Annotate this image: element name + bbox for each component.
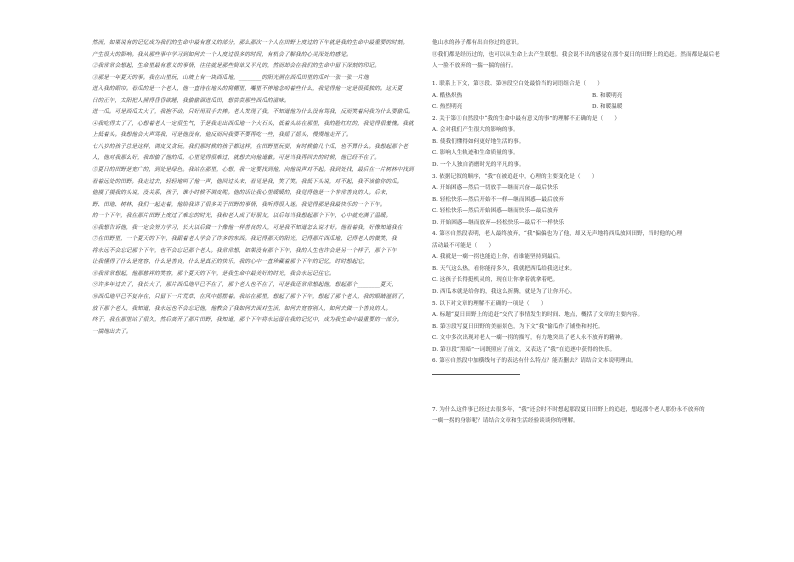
answer-line (432, 374, 520, 375)
text-line: ③那是一年夏天的事。我在山里玩，山坡上有一块西瓜地，________的阳光照在西瓜田里的瓜叶一张一张一片地 (92, 74, 369, 81)
question-7: 7. 为什么这件事已经过去很多年，“我”还会时不时想起那段夏日田野上的追赶，想起那个老人那份永不放弃的 (432, 406, 705, 413)
text-line: 上低着头。我想他会大声骂我，可是他没有，他反而问我要不要再吃一些，我摇了摇头，慢慢地走开了。 (92, 132, 352, 139)
text-line: 看着远处的田野。我走过去，轻轻地叫了他一声，他回过头来，看见是我，笑了笑。我低下头说，对不起，我不该偷你的瓜。 (92, 178, 403, 185)
text-line: ⑧我常常想起，他那慈祥的笑容，那个夏天的下午，是我生命中最美好的时光，我会永远记住它。 (92, 270, 335, 277)
text-line: ⑤夏日的田野是宽广的，到处是绿色。我站在那里，心想，我一定要找到他，向他说声对不起。我到处找，最后在一片树林中找到 (92, 167, 414, 174)
option-c: C. 热烈明亮 (432, 104, 463, 111)
left-column (92, 38, 415, 338)
text-line: 的一个下午，我在那片田野上度过了难忘的时光，我和老人成了好朋友，以后每当我想起那个下午，心中就充满了温暖。 (92, 213, 392, 220)
option-line: A. 标题“夏日田野上的追赶”交代了事情发生的时间、地点，概括了文章的主要内容。 (432, 312, 644, 319)
question-4: 4. 第⑧自然段表明，老人最终放弃，“我”偏偏也为了他，却又无声地将西瓜放回田野，当时他的心理 (432, 231, 683, 238)
option-line: C. 轻松快乐—然后开始困惑—继而快乐—最后放弃 (432, 208, 559, 215)
text-line: 他摸了摸我的头说，没关系，孩子，谁小时候不调皮呢。他的话让我心里暖暖的，我觉得他是一个非常善良的人。后来， (92, 190, 392, 197)
text-line: 人，他对我那么好，我却偷了他的瓜，心里觉得很难过，就想去向他道歉。可是当我再回去的时候，他已经不在了。 (92, 155, 380, 162)
text-line: 人一脸不放弃的一揣一揣的前行。 (432, 63, 517, 70)
option-line: B. 使我们懂得如何更好地生活的事。 (432, 138, 525, 145)
text-line: ②我常常会想起，生命里最有意义的事情，往往就是那些简单又平凡的，然而却会在我们的生命中留下深刻的印记。 (92, 63, 380, 70)
text-line: 日的正午，太阳把人照得昏昏欲睡，我偷偷溜进瓜田，想尝尝那些西瓜的滋味。 (92, 97, 290, 104)
option-b: B. 和暖明亮 (592, 92, 623, 99)
text-line: 让我懂得了什么是宽容，什么是善良，什么是真正的快乐，我的心中一直珍藏着那个下午的记忆，时时想起它， (92, 259, 369, 266)
text-line: 放下那个老人，我知道，我永远也不会忘记他，他教会了我如何去面对生活，如何去宽容别人，如何去做一个善良的人。 (92, 305, 392, 312)
question-6: 6. 第⑥自然段中加横线句子的表达有什么特点？能否删去？请结合文本说明理由。 (432, 358, 637, 365)
option-d: D. 和暖温暖 (592, 104, 623, 111)
option-line: D. 第⑪段“黑暗”一词既照应了前文，又表达了“我”在追逐中获得的快乐。 (432, 346, 616, 353)
option-line: C. 这孩子长得挺机灵的，现在让你拿着就拿着吧。 (432, 277, 559, 284)
option-line: A. 开始困惑—然后一切放手—继而兴奋—最后快乐 (432, 185, 559, 192)
option-line: C. 影响人生轨迹和生命质量的事。 (432, 150, 519, 157)
text-line: ④我吃得太了了，心想着老人一定很生气，于是我走出西瓜地一个大石头，低着头站在那里，我的脸红红的，我觉得很羞愧。我就 (92, 120, 414, 127)
text-line: 产生很大的影响。我从那些事中学习到如何去一个人度过很多的时间，有机会了解我的心灵深处的感觉。 (92, 51, 352, 58)
text-line: ⑥我想告诉他，我一定会努力学习，长大以后做一个像他一样善良的人，可是我不知道怎么说才好。他看着我，好像知道我在 (92, 224, 403, 231)
text-line: ⑦在田野里，一个夏天的下午，我跟着老人学会了许多的东西。我记得那天的阳光，记得那片西瓜地，记得老人的微笑，我 (92, 236, 397, 243)
question-1: 1. 联系上下文，第③段、第⑩段空白处最恰当的词语组合是（ ） (432, 81, 603, 88)
text-line: 进一瓜。可是西瓜太大了，我抱不动，只好用双手去捧。老人发现了我，不知道他为什么没有骂我，反而笑着问我为什么要偷瓜。 (92, 109, 414, 116)
question-4-cont: 活动最不可能是（ ） (432, 242, 495, 249)
option-line: B. 第③段写夏日田野的美丽景色，为下文“我”偷瓜作了铺垫和衬托。 (432, 323, 604, 330)
text-line: ⑩西瓜地早已不复存在，只留下一片荒草，在风中摇摆着。我站在那里，想起了那个下午，想起了那个老人，我的眼睛湿润了， (92, 294, 409, 301)
text-line: 终于，我在那里站了很久，然后离开了那片田野，我知道，那个下午将永远留在我的记忆中，成为我生命中最重要的一部分。 (92, 317, 403, 324)
text-line: 将永远不会忘记那个下午，也不会忘记那个老人。我常常想，如果没有那个下午，我的人生也许会是另一个样子，那个下午 (92, 247, 397, 254)
text-line: 野、田地、树林，我们一起走着，他给我讲了很多关于田野的事情，我听得很入迷。我觉得那是我最快乐的一个下午。 (92, 201, 386, 208)
option-line: D. 西瓜本就是给你的，我这么折腾，就是为了让你开心。 (432, 288, 576, 295)
question-1-options-row-2 (432, 102, 722, 114)
text-line: 七八岁的孩子总是这样，调皮又贪玩。我们那时候的孩子都这样，在田野里玩耍，有时候偷几个瓜，也不算什么。我想起那个老 (92, 143, 409, 150)
question-5: 5. 以下对文章的理解不正确的一项是（ ） (432, 300, 547, 307)
right-column (432, 38, 722, 428)
option-line: A. 我就是一瘸一拐也能追上你，看谁能坚持到最后。 (432, 254, 564, 261)
text-line: 进入我的眼帘。看瓜的是一个老人，他一直待在地头的窝棚里，嘴里不停地念叨着些什么，我觉得他一定是很孤独的。这天夏 (92, 86, 403, 93)
text-line: ⑪我们都是经历过的，也可以从生命上去产生联想。我会说不出的感觉在那个夏日的田野上的追赶。然而都是最后老 (432, 51, 720, 58)
option-line: D. 一个人独自消磨时光的平凡的事。 (432, 161, 525, 168)
text-line: 他山水的孙子都有出自你过的意识。 (432, 40, 523, 46)
text-line: 一揣地出去了。 (92, 328, 132, 335)
text-line: ⑨许多年过去了，我长大了，那片西瓜地早已不在了，那个老人也不在了，可是我还常常想起他，想起那个________夏天， (92, 282, 397, 289)
option-line: B. 天气这么热，看你能待多久，我就把西瓜给我送过来。 (432, 265, 576, 272)
question-7-cont: 一瘸一拐的身影呢？请结合文章和生活经验谈谈你的理解。 (432, 418, 579, 425)
question-2: 2. 关于第①自然段中“我的生命中最有意义的事”的理解不正确的是（ ） (432, 115, 621, 122)
text-line: 然而，如果说有的记忆成为我们的生命中最有意义的部分，那么那次一个人在田野上度过的下午就是我的生命中最重要的时刻。 (92, 40, 409, 46)
option-line: A. 会对我们产生很大的影响的事。 (432, 127, 519, 134)
question-3: 3. 依据记叙的顺序，“我”在被追赶中，心理的主要变化是（ ） (432, 173, 598, 180)
option-line: C. 文中多次出现对老人一瘸一拐的描写，有力地突出了老人永不放弃的精神。 (432, 335, 627, 342)
question-1-options-row-1 (432, 91, 722, 103)
option-line: D. 开始困惑—继而放弃—轻松快乐—最后不一样快乐 (432, 219, 565, 226)
option-line: B. 轻松快乐—然后开始不一样—继而困惑—最后放弃 (432, 196, 564, 203)
option-a: A. 酷热炽热 (432, 92, 463, 99)
